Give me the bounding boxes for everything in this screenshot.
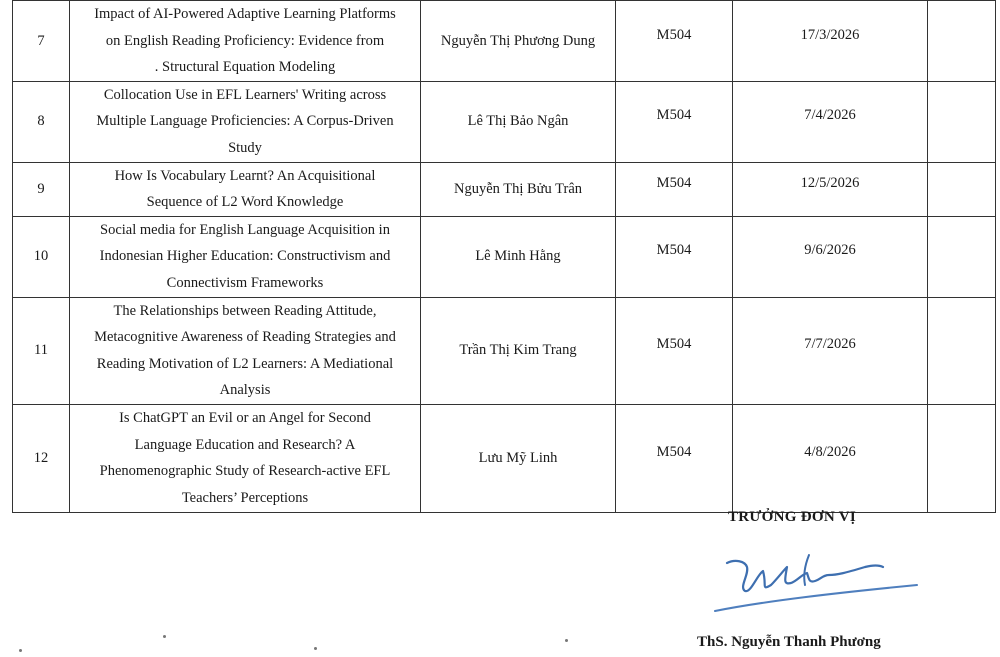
row-number: 9 <box>13 162 70 216</box>
presenter-name: Lưu Mỹ Linh <box>421 404 616 512</box>
paper-speck <box>314 647 317 650</box>
room: M504 <box>656 443 692 460</box>
topic-line: Collocation Use in EFL Learners' Writing across <box>103 86 387 103</box>
room-cell <box>616 162 733 216</box>
table-row <box>13 404 996 512</box>
topic-line: Phenomenographic Study of Research-active EFL <box>99 463 391 479</box>
date-cell <box>733 216 928 297</box>
room: M504 <box>656 174 692 191</box>
date-cell <box>733 162 928 216</box>
date: 7/7/2026 <box>804 336 856 353</box>
room: M504 <box>656 242 692 259</box>
topic-line: How Is Vocabulary Learnt? An Acquisitional <box>114 167 376 184</box>
date-cell <box>733 404 928 512</box>
room-cell <box>616 81 733 162</box>
presenter-name: Lê Minh Hằng <box>421 216 616 297</box>
topic-cell <box>70 297 421 404</box>
date-cell <box>733 1 928 82</box>
date: 4/8/2026 <box>804 443 856 460</box>
topic-line: Metacognitive Awareness of Reading Strategies and <box>94 329 396 345</box>
date: 7/4/2026 <box>804 107 856 124</box>
table-row <box>13 216 996 297</box>
topic-line: Is ChatGPT an Evil or an Angel for Second <box>119 410 371 426</box>
table-row <box>13 297 996 404</box>
presenter-name: Nguyễn Thị Bửu Trân <box>421 162 616 216</box>
table-row <box>13 1 996 82</box>
topic-cell <box>70 216 421 297</box>
note-cell <box>928 162 996 216</box>
topic-line: Reading Motivation of L2 Learners: A Mediational <box>96 355 394 372</box>
note-cell <box>928 81 996 162</box>
note-cell <box>928 1 996 82</box>
topic-line: Teachers’ Perceptions <box>181 489 309 506</box>
topic-cell <box>70 1 421 82</box>
note-cell <box>928 404 996 512</box>
paper-speck <box>565 639 568 642</box>
presenter-name: Lê Thị Bảo Ngân <box>421 81 616 162</box>
row-number: 8 <box>13 81 70 162</box>
date-cell <box>733 81 928 162</box>
row-number: 10 <box>13 216 70 297</box>
signer-name: ThS. Nguyễn Thanh Phương <box>697 634 881 650</box>
paper-speck <box>163 635 166 638</box>
room: M504 <box>656 26 692 43</box>
topic-cell <box>70 162 421 216</box>
room: M504 <box>656 336 692 353</box>
table-row <box>13 162 996 216</box>
note-cell <box>928 216 996 297</box>
topic-line: The Relationships between Reading Attitude, <box>113 302 377 319</box>
signature-image <box>705 545 925 620</box>
seminar-schedule-table <box>12 0 996 513</box>
topic-line: on English Reading Proficiency: Evidence from <box>105 32 385 49</box>
topic-line: Impact of AI-Powered Adaptive Learning Platforms <box>94 6 396 22</box>
topic-line: Multiple Language Proficiencies: A Corpus-Driven <box>96 113 394 130</box>
signoff-title: TRƯỞNG ĐƠN VỊ <box>728 509 857 525</box>
room-cell <box>616 404 733 512</box>
room-cell <box>616 297 733 404</box>
date-cell <box>733 297 928 404</box>
date: 17/3/2026 <box>800 26 860 43</box>
note-cell <box>928 297 996 404</box>
topic-cell <box>70 404 421 512</box>
topic-line: Connectivism Frameworks <box>166 274 324 291</box>
paper-speck <box>19 649 22 652</box>
topic-line: . Structural Equation Modeling <box>154 59 336 75</box>
topic-line: Sequence of L2 Word Knowledge <box>146 194 344 210</box>
topic-line: Study <box>228 139 262 156</box>
date: 9/6/2026 <box>804 242 856 259</box>
topic-cell <box>70 81 421 162</box>
presenter-name: Trần Thị Kim Trang <box>421 297 616 404</box>
topic-line: Social media for English Language Acquisition in <box>100 221 390 238</box>
row-number: 12 <box>13 404 70 512</box>
row-number: 11 <box>13 297 70 404</box>
topic-line: Language Education and Research? A <box>134 436 356 453</box>
date: 12/5/2026 <box>800 174 860 191</box>
row-number: 7 <box>13 1 70 82</box>
room: M504 <box>656 107 692 124</box>
topic-line: Analysis <box>219 382 271 398</box>
table-row <box>13 81 996 162</box>
presenter-name: Nguyễn Thị Phương Dung <box>421 1 616 82</box>
room-cell <box>616 216 733 297</box>
room-cell <box>616 1 733 82</box>
topic-line: Indonesian Higher Education: Constructivism and <box>99 248 391 265</box>
